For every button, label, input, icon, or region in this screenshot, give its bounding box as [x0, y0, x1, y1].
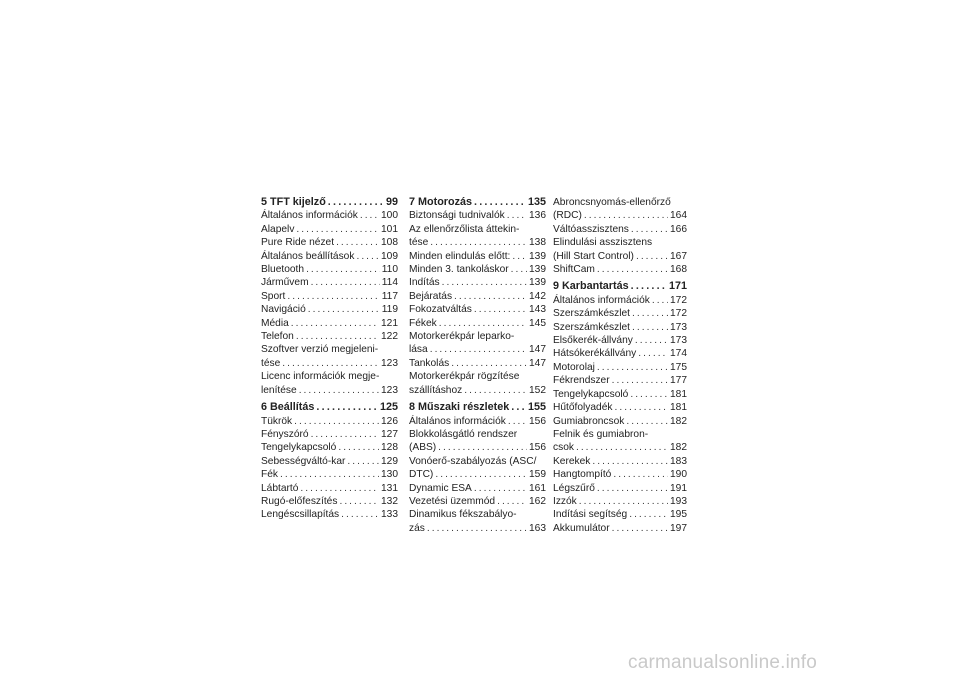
toc-entry	[553, 455, 687, 468]
toc-leader-dots	[635, 334, 668, 347]
toc-page-number: 119	[381, 304, 398, 316]
toc-entry	[553, 209, 687, 222]
toc-entry	[409, 303, 546, 316]
toc-leader-dots	[652, 294, 668, 307]
toc-page-number: 117	[381, 290, 398, 302]
toc-entry-title: Pure Ride nézet	[261, 237, 335, 249]
toc-page-number: 130	[381, 469, 398, 481]
toc-entry	[409, 522, 546, 535]
toc-page-number: 139	[529, 250, 546, 262]
toc-page-number: 114	[381, 277, 398, 289]
toc-entry-line: Abroncsnyomás-ellenőrző	[553, 197, 671, 208]
toc-page-number: 166	[670, 223, 687, 235]
toc-entry-title: DTC)	[409, 469, 434, 481]
toc-leader-dots	[300, 482, 379, 495]
toc-leader-dots	[613, 468, 668, 481]
toc-leader-dots	[612, 522, 668, 535]
toc-entry-title: tése	[409, 237, 429, 249]
toc-page-number: 126	[381, 415, 398, 427]
toc-page-number: 171	[668, 280, 687, 293]
toc-entry-title: 7 Motorozás	[409, 196, 472, 208]
toc-entry-line: Dinamikus fékszabályo-	[409, 509, 517, 521]
toc-entry-title: Minden elindulás előtt:	[409, 250, 511, 262]
toc-entry	[553, 415, 687, 428]
toc-leader-dots	[438, 441, 527, 454]
toc-leader-dots	[291, 317, 379, 330]
toc-entry	[261, 276, 398, 289]
toc-entry-title: zás	[409, 522, 425, 534]
toc-entry	[409, 317, 546, 330]
toc-leader-dots	[626, 415, 668, 428]
toc-entry	[409, 276, 546, 289]
toc-entry	[553, 307, 687, 320]
toc-page-number: 123	[381, 357, 398, 369]
toc-page-number: 164	[670, 210, 687, 222]
toc-entry	[553, 441, 687, 454]
toc-leader-dots	[347, 455, 379, 468]
toc-page-number: 125	[379, 401, 398, 414]
toc-entry-title: Indítás	[409, 277, 440, 289]
toc-entry	[261, 468, 398, 481]
toc-entry	[409, 250, 546, 263]
toc-page-number: 177	[670, 375, 687, 387]
toc-entry	[261, 455, 398, 468]
toc-entry-title: Navigáció	[261, 304, 306, 316]
toc-page-number: 128	[381, 442, 398, 454]
toc-entry	[553, 482, 687, 495]
toc-page-number: 197	[670, 522, 687, 534]
toc-entry-title: Általános beállítások	[261, 250, 355, 262]
toc-entry-title: ShiftCam	[553, 264, 595, 276]
toc-entry-title: Gumiabroncsok	[553, 415, 625, 427]
toc-leader-dots	[511, 401, 526, 414]
toc-entry	[261, 209, 398, 222]
toc-leader-dots	[356, 250, 379, 263]
toc-leader-dots	[632, 321, 668, 334]
toc-leader-dots	[597, 263, 668, 276]
toc-entry-title: Fékrendszer	[553, 375, 610, 387]
toc-entry-line: Felnik és gumiabron-	[553, 428, 649, 440]
toc-page-number: 156	[529, 442, 546, 454]
toc-leader-dots	[614, 401, 668, 414]
toc-leader-dots	[632, 307, 668, 320]
toc-leader-dots	[294, 415, 379, 428]
toc-leader-dots	[442, 276, 527, 289]
toc-entry-title: Bejáratás	[409, 290, 453, 302]
toc-chapter-heading	[261, 401, 398, 414]
toc-leader-dots	[507, 209, 527, 222]
toc-entry	[553, 263, 687, 276]
toc-entry-title: Vezetési üzemmód	[409, 495, 496, 507]
toc-leader-dots	[282, 357, 379, 370]
toc-entry	[261, 495, 398, 508]
toc-chapter-heading	[553, 280, 687, 293]
toc-page-number: 108	[381, 237, 398, 249]
toc-entry-title: Hátsókerékállvány	[553, 348, 637, 360]
toc-entry	[409, 495, 546, 508]
toc-leader-dots	[439, 317, 527, 330]
toc-entry	[553, 334, 687, 347]
toc-page-number: 132	[381, 495, 398, 507]
toc-page-number: 175	[670, 361, 687, 373]
toc-entry	[261, 236, 398, 249]
toc-entry-title: Alapelv	[261, 223, 295, 235]
toc-entry-title: Légszűrő	[553, 482, 595, 494]
toc-entry	[409, 290, 546, 303]
toc-entry-title: Járművem	[261, 277, 309, 289]
toc-entry-title: Tükrök	[261, 415, 293, 427]
toc-page-number: 129	[381, 455, 398, 467]
toc-entry	[409, 415, 546, 428]
toc-page-number: 138	[529, 237, 546, 249]
toc-entry-title: Akkumulátor	[553, 522, 610, 534]
toc-entry	[553, 522, 687, 535]
toc-page-number: 195	[670, 509, 687, 521]
toc-entry-title: Tankolás	[409, 357, 450, 369]
toc-page-number: 161	[529, 482, 546, 494]
toc-column-3	[553, 196, 687, 535]
toc-entry	[409, 263, 546, 276]
toc-entry-line: Licenc információk megje-	[261, 371, 380, 383]
toc-page-number: 109	[381, 250, 398, 262]
toc-page-number: 122	[381, 331, 398, 343]
toc-entry-title: szállításhoz	[409, 384, 463, 396]
toc-leader-dots	[638, 347, 668, 360]
toc-page-number: 145	[529, 317, 546, 329]
watermark: carmanualsonline.info	[628, 652, 818, 673]
toc-leader-dots	[497, 495, 527, 508]
toc-leader-dots	[287, 290, 379, 303]
toc-entry	[553, 321, 687, 334]
toc-entry	[409, 343, 546, 356]
toc-page-number: 172	[670, 308, 687, 320]
toc-entry	[553, 347, 687, 360]
toc-entry-title: Izzók	[553, 495, 577, 507]
toc-entry-title: 9 Karbantartás	[553, 280, 629, 293]
toc-entry-title: Hűtőfolyadék	[553, 402, 613, 414]
toc-entry	[553, 388, 687, 401]
toc-entry-title: lenítése	[261, 384, 297, 396]
toc-entry-title: Telefon	[261, 331, 294, 343]
toc-page-number: 136	[529, 210, 546, 222]
toc-entry	[409, 468, 546, 481]
toc-page-number: 163	[529, 522, 546, 534]
toc-page-number: 181	[670, 402, 687, 414]
toc-entry-title: lása	[409, 344, 428, 356]
toc-entry-title: Kerekek	[553, 455, 591, 467]
toc-entry	[409, 236, 546, 249]
toc-leader-dots	[474, 482, 527, 495]
toc-page-number: 121	[381, 317, 398, 329]
toc-leader-dots	[306, 263, 380, 276]
toc-leader-dots	[430, 236, 527, 249]
toc-leader-dots	[474, 196, 526, 209]
toc-page-number: 172	[670, 294, 687, 306]
toc-entry-title: Fékek	[409, 317, 437, 329]
toc-leader-dots	[311, 428, 379, 441]
toc-page-number: 142	[529, 290, 546, 302]
toc-leader-dots	[508, 415, 527, 428]
toc-entry	[409, 384, 546, 397]
toc-leader-dots	[308, 303, 380, 316]
toc-leader-dots	[579, 495, 668, 508]
toc-page-number: 173	[670, 335, 687, 347]
toc-page-number: 167	[670, 250, 687, 262]
toc-page-number: 159	[529, 469, 546, 481]
toc-entry-line: Szoftver verzió megjeleni-	[261, 344, 379, 356]
toc-page-number: 139	[529, 264, 546, 276]
toc-page-number: 168	[670, 264, 687, 276]
toc-leader-dots	[296, 223, 379, 236]
toc-page-number: 99	[385, 196, 398, 208]
toc-entry	[261, 441, 398, 454]
toc-page-number: 133	[381, 509, 398, 521]
toc-entry	[553, 374, 687, 387]
toc-page-number: 147	[529, 357, 546, 369]
toc-entry-title: Fényszóró	[261, 428, 309, 440]
toc-leader-dots	[631, 280, 667, 293]
toc-page-number: 100	[381, 210, 398, 222]
toc-leader-dots	[299, 384, 379, 397]
toc-entry-title: Hangtompító	[553, 469, 612, 481]
toc-page-number: 156	[529, 415, 546, 427]
toc-page-number: 147	[529, 344, 546, 356]
toc-page-number: 139	[529, 277, 546, 289]
toc-page-number: 101	[381, 223, 398, 235]
toc-entry-line: Motorkerékpár rögzítése	[409, 371, 520, 383]
toc-entry-title: Tengelykapcsoló	[261, 442, 337, 454]
toc-leader-dots	[592, 455, 668, 468]
toc-entry-title: Minden 3. tankoláskor	[409, 264, 509, 276]
toc-page-number: 174	[670, 348, 687, 360]
toc-chapter-heading	[261, 196, 398, 209]
toc-page-number: 135	[527, 196, 546, 208]
toc-entry	[261, 290, 398, 303]
toc-leader-dots	[629, 508, 668, 521]
toc-entry-title: (RDC)	[553, 210, 582, 222]
toc-leader-dots	[584, 209, 668, 222]
toc-page-number: 181	[670, 388, 687, 400]
toc-leader-dots	[360, 209, 379, 222]
toc-entry	[409, 441, 546, 454]
toc-entry-title: Általános információk	[409, 415, 506, 427]
toc-entry	[553, 401, 687, 414]
toc-entry-title: Motorolaj	[553, 361, 595, 373]
toc-entry-line: Vonóerő-szabályozás (ASC/	[409, 455, 537, 467]
toc-entry	[261, 384, 398, 397]
toc-leader-dots	[454, 290, 527, 303]
toc-leader-dots	[636, 250, 668, 263]
toc-entry	[553, 508, 687, 521]
toc-entry-title: Fokozatváltás	[409, 304, 472, 316]
toc-leader-dots	[597, 482, 668, 495]
toc-entry	[553, 294, 687, 307]
toc-page-number: 123	[381, 384, 398, 396]
toc-entry	[553, 468, 687, 481]
toc-page-number: 143	[529, 304, 546, 316]
toc-entry	[261, 428, 398, 441]
toc-leader-dots	[296, 330, 379, 343]
toc-leader-dots	[430, 343, 527, 356]
toc-entry	[261, 508, 398, 521]
toc-page-number: 155	[527, 401, 546, 414]
toc-leader-dots	[316, 401, 378, 414]
toc-leader-dots	[341, 508, 379, 521]
toc-leader-dots	[511, 263, 527, 276]
toc-entry	[261, 263, 398, 276]
toc-entry-title: Fék	[261, 469, 278, 481]
toc-leader-dots	[630, 388, 668, 401]
toc-entry-title: Bluetooth	[261, 264, 305, 276]
toc-page-number: 173	[670, 321, 687, 333]
toc-entry	[261, 223, 398, 236]
toc-entry	[261, 330, 398, 343]
toc-leader-dots	[339, 495, 379, 508]
toc-entry-line: Az ellenőrzőlista áttekin-	[409, 223, 520, 235]
toc-page-number: 191	[670, 482, 687, 494]
toc-entry	[409, 209, 546, 222]
toc-page-number: 193	[670, 495, 687, 507]
toc-leader-dots	[451, 357, 527, 370]
toc-page-number: 110	[381, 264, 398, 276]
toc-entry-title: Indítási segítség	[553, 509, 628, 521]
toc-page-number: 182	[670, 442, 687, 454]
toc-entry-title: Lengéscsillapítás	[261, 509, 340, 521]
toc-column-1	[261, 196, 398, 522]
toc-chapter-heading	[409, 196, 546, 209]
toc-entry-title: Szerszámkészlet	[553, 308, 630, 320]
toc-entry	[261, 303, 398, 316]
toc-entry-title: Elsőkerék-állvány	[553, 335, 633, 347]
toc-leader-dots	[464, 384, 527, 397]
toc-leader-dots	[311, 276, 380, 289]
toc-entry-title: csok	[553, 442, 574, 454]
toc-leader-dots	[427, 522, 527, 535]
toc-entry-line: Elindulási asszisztens	[553, 237, 653, 249]
toc-entry-title: Szerszámkészlet	[553, 321, 630, 333]
toc-page-number: 182	[670, 415, 687, 427]
toc-entry-title: Általános információk	[261, 210, 358, 222]
toc-leader-dots	[597, 361, 668, 374]
toc-leader-dots	[474, 303, 527, 316]
toc-entry-title: Biztonsági tudnivalók	[409, 210, 505, 222]
toc-entry	[409, 357, 546, 370]
toc-entry	[553, 250, 687, 263]
toc-entry	[261, 357, 398, 370]
toc-entry-title: Sebességváltó-kar	[261, 455, 346, 467]
toc-leader-dots	[280, 468, 379, 481]
toc-entry-title: Váltóasszisztens	[553, 223, 629, 235]
toc-leader-dots	[435, 468, 527, 481]
toc-leader-dots	[631, 223, 668, 236]
toc-entry-title: Sport	[261, 290, 286, 302]
toc-page-number: 190	[670, 469, 687, 481]
toc-column-2	[409, 196, 546, 535]
toc-leader-dots	[338, 441, 379, 454]
toc-entry-title: 6 Beállítás	[261, 401, 315, 414]
toc-entry	[553, 495, 687, 508]
toc-entry-title: Tengelykapcsoló	[553, 388, 629, 400]
toc-entry	[261, 317, 398, 330]
toc-entry	[261, 415, 398, 428]
toc-entry-line: Motorkerékpár leparko-	[409, 331, 515, 343]
toc-page-number: 152	[529, 384, 546, 396]
toc-entry-title: Rugó-előfeszítés	[261, 495, 338, 507]
toc-leader-dots	[512, 250, 527, 263]
toc-entry	[553, 361, 687, 374]
toc-leader-dots	[336, 236, 379, 249]
toc-entry-title: (Hill Start Control)	[553, 250, 634, 262]
toc-page-number: 162	[529, 495, 546, 507]
toc-entry-title: Dynamic ESA	[409, 482, 472, 494]
toc-page-number: 183	[670, 455, 687, 467]
toc-page-number: 131	[381, 482, 398, 494]
toc-entry-title: 5 TFT kijelző	[261, 196, 326, 208]
toc-chapter-heading	[409, 401, 546, 414]
toc-entry-title: Lábtartó	[261, 482, 299, 494]
toc-entry-title: Média	[261, 317, 289, 329]
toc-entry-line: Blokkolásgátló rendszer	[409, 428, 518, 440]
toc-leader-dots	[328, 196, 384, 209]
toc-entry	[261, 250, 398, 263]
toc-entry-title: Általános információk	[553, 294, 650, 306]
toc-entry-title: 8 Műszaki részletek	[409, 401, 510, 414]
toc-entry	[409, 482, 546, 495]
toc-page-number: 127	[381, 428, 398, 440]
toc-leader-dots	[612, 374, 668, 387]
toc-leader-dots	[576, 441, 668, 454]
toc-entry-title: tése	[261, 357, 281, 369]
toc-entry	[553, 223, 687, 236]
toc-entry-title: (ABS)	[409, 442, 437, 454]
toc-entry	[261, 482, 398, 495]
